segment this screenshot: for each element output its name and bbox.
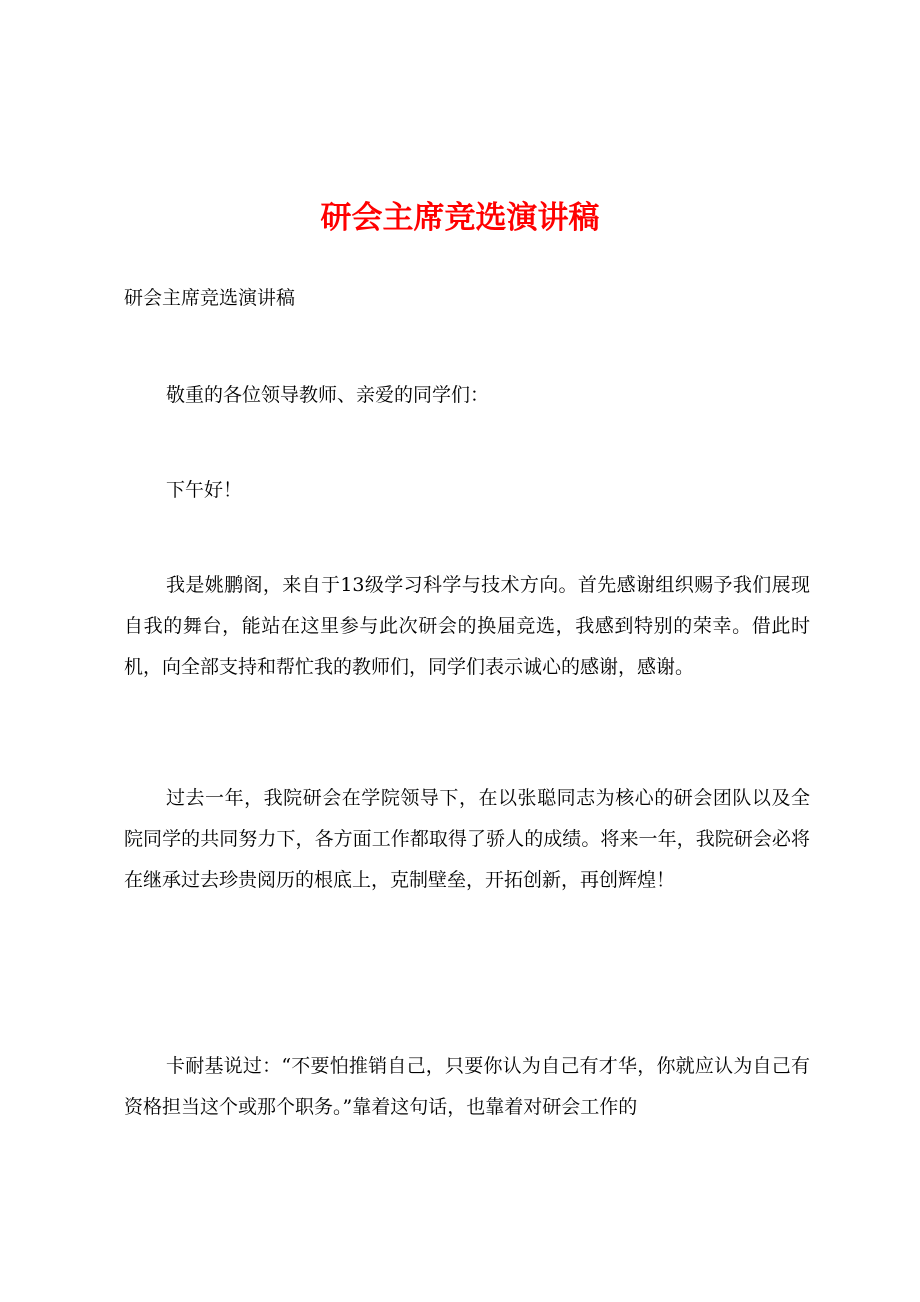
paragraph-quote: 卡耐基说过：“不要怕推销自己，只要你认为自己有才华，你就应认为自己有资格担当这个或那个职务。”靠着这句话，也靠着对研会工作的: [124, 1055, 810, 1118]
paragraph-greeting: 下午好！: [166, 479, 243, 501]
document-subtitle: 研会主席竞选演讲稿: [124, 287, 296, 309]
paragraph-past-year: 过去一年，我院研会在学院领导下，在以张聪同志为核心的研会团队以及全院同学的共同努力下，各方面工作都取得了骄人的成绩。将来一年，我院研会必将在继承过去珍贵阅历的根底上，克制壁垒，开拓创新，再创辉煌！: [124, 787, 810, 891]
document-title: 研会主席竞选演讲稿: [320, 200, 600, 236]
paragraph-salutation: 敬重的各位领导教师、亲爱的同学们：: [166, 384, 490, 406]
paragraph-introduction: 我是姚鹏阁，来自于13级学习科学与技术方向。首先感谢组织赐予我们展现自我的舞台，能站在这里参与此次研会的换届竞选，我感到特别的荣幸。借此时机，向全部支持和帮忙我的教师们，同学们表示诚心的感谢，感谢。: [124, 574, 810, 678]
